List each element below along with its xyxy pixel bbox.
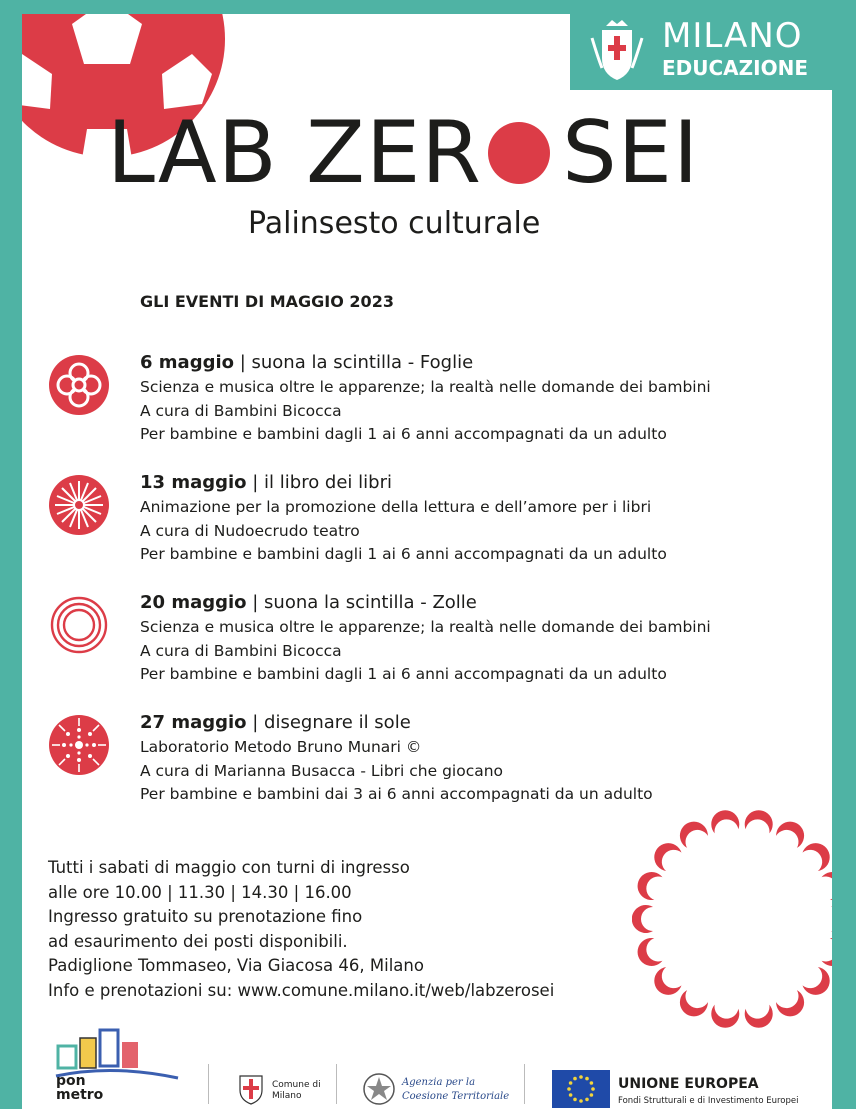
event-curator: A cura di Marianna Busacca - Libri che giocano <box>140 761 504 780</box>
divider <box>524 1064 525 1104</box>
milano-crest-icon <box>588 18 646 84</box>
event-date: 6 maggio <box>140 352 234 373</box>
crescent-ring-decoration-icon <box>632 809 832 1029</box>
event-description: Animazione per la promozione della lettura e dell’amore per i libri <box>140 498 652 516</box>
crescent-shape <box>744 809 775 834</box>
eu-star-icon <box>585 1098 589 1102</box>
crescent-shape <box>649 965 683 1000</box>
crescent-shape <box>634 868 664 902</box>
comune-line2: Milano <box>272 1091 302 1101</box>
info-line: Tutti i sabati di maggio con turni di ingresso <box>48 858 410 877</box>
pon-line1: pon <box>56 1073 86 1089</box>
event-heading <box>140 350 830 376</box>
comune-crest-icon <box>236 1072 266 1106</box>
info-line: ad esaurimento dei posti disponibili. <box>48 931 348 951</box>
pon-label <box>56 1074 103 1102</box>
crescent-shape <box>821 868 832 902</box>
info-line: alle ore 10.00 | 11.30 | 14.30 | 16.00 <box>48 882 352 902</box>
event-audience: Per bambine e bambini dagli 1 ai 6 anni accompagnati da un adulto <box>140 545 667 563</box>
comune-line1: Comune di <box>272 1080 321 1090</box>
event-heading <box>140 470 830 496</box>
title-o-dot-icon <box>488 122 550 184</box>
crescent-shape <box>831 905 832 933</box>
event-date: 27 maggio <box>140 712 247 733</box>
month-heading: GLI EVENTI DI MAGGIO 2023 <box>140 292 394 311</box>
spiral-icon <box>48 594 110 656</box>
eu-star-icon <box>590 1093 594 1097</box>
poster <box>22 14 832 1109</box>
eu-star-icon <box>573 1098 577 1102</box>
event-title: | suona la scintilla - Foglie <box>234 352 474 373</box>
sun-dots-icon <box>48 714 110 776</box>
pon-line2: metro <box>56 1087 104 1103</box>
sunburst-icon <box>48 474 110 536</box>
event-description: Scienza e musica oltre le apparenze; la realtà nelle domande dei bambini <box>140 618 711 636</box>
page-title <box>107 103 700 203</box>
event-title: | suona la scintilla - Zolle <box>246 592 477 613</box>
crescent-shape <box>774 817 809 849</box>
comune-label <box>272 1080 321 1102</box>
eu-star-icon <box>590 1081 594 1085</box>
event-title: | disegnare il sole <box>246 712 411 733</box>
crescent-shape <box>634 936 664 970</box>
event-heading <box>140 710 830 736</box>
title-part2: SEI <box>562 103 700 203</box>
crescent-shape <box>774 989 809 1021</box>
crescent-shape <box>801 837 832 872</box>
eu-star-icon <box>585 1077 589 1081</box>
info-line: Info e prenotazioni su: www.comune.milano.it/web/labzerosei <box>48 980 555 1000</box>
event-date: 13 maggio <box>140 472 247 493</box>
eu-title: UNIONE EUROPEA <box>618 1076 759 1092</box>
event-curator: A cura di Bambini Bicocca <box>140 401 342 420</box>
event-curator: A cura di Nudoecrudo teatro <box>140 521 360 540</box>
crescent-shape <box>801 965 832 1000</box>
agenzia-line1: Agenzia per la <box>402 1077 476 1088</box>
divider <box>208 1064 209 1104</box>
info-line: Padiglione Tommaseo, Via Giacosa 46, Milano <box>48 956 424 975</box>
event-title: | il libro dei libri <box>246 472 392 493</box>
eu-flag-icon <box>552 1070 610 1108</box>
event-description: Scienza e musica oltre le apparenze; la realtà nelle domande dei bambini <box>140 378 711 396</box>
eu-star-icon <box>567 1087 571 1091</box>
crescent-shape <box>821 936 832 970</box>
event-curator: A cura di Bambini Bicocca <box>140 641 342 660</box>
crescent-shape <box>675 817 710 849</box>
eu-subtitle: Fondi Strutturali e di Investimento Europei <box>618 1096 799 1106</box>
info-line: Ingresso gratuito su prenotazione fino <box>48 907 363 926</box>
milano-educazione-brand <box>570 14 832 90</box>
agenzia-label <box>402 1076 509 1104</box>
eu-star-icon <box>573 1077 577 1081</box>
title-part1: LAB ZER <box>107 103 483 203</box>
brand-educazione: EDUCAZIONE <box>662 56 809 80</box>
divider <box>336 1064 337 1104</box>
event-description: Laboratorio Metodo Bruno Munari © <box>140 738 422 756</box>
event-audience: Per bambine e bambini dagli 1 ai 6 anni accompagnati da un adulto <box>140 425 667 443</box>
eu-star-icon <box>569 1081 573 1085</box>
info-block <box>48 856 554 1003</box>
eu-star-icon <box>579 1099 583 1103</box>
event-audience: Per bambine e bambini dai 3 ai 6 anni accompagnati da un adulto <box>140 785 653 803</box>
flower-icon <box>48 354 110 416</box>
event-heading <box>140 590 830 616</box>
eu-star-icon <box>579 1075 583 1079</box>
footer-logos <box>22 1024 832 1109</box>
eu-star-icon <box>569 1093 573 1097</box>
page-subtitle: Palinsesto culturale <box>248 206 541 241</box>
event-date: 20 maggio <box>140 592 247 613</box>
italy-emblem-icon <box>362 1072 396 1106</box>
event-audience: Per bambine e bambini dagli 1 ai 6 anni accompagnati da un adulto <box>140 665 667 683</box>
crescent-shape <box>649 837 683 872</box>
crescent-shape <box>675 989 710 1021</box>
crescent-shape <box>709 809 740 834</box>
crescent-shape <box>632 905 653 933</box>
agenzia-line2: Coesione Territoriale <box>402 1091 510 1102</box>
eu-star-icon <box>591 1087 595 1091</box>
brand-milano: MILANO <box>662 16 803 56</box>
